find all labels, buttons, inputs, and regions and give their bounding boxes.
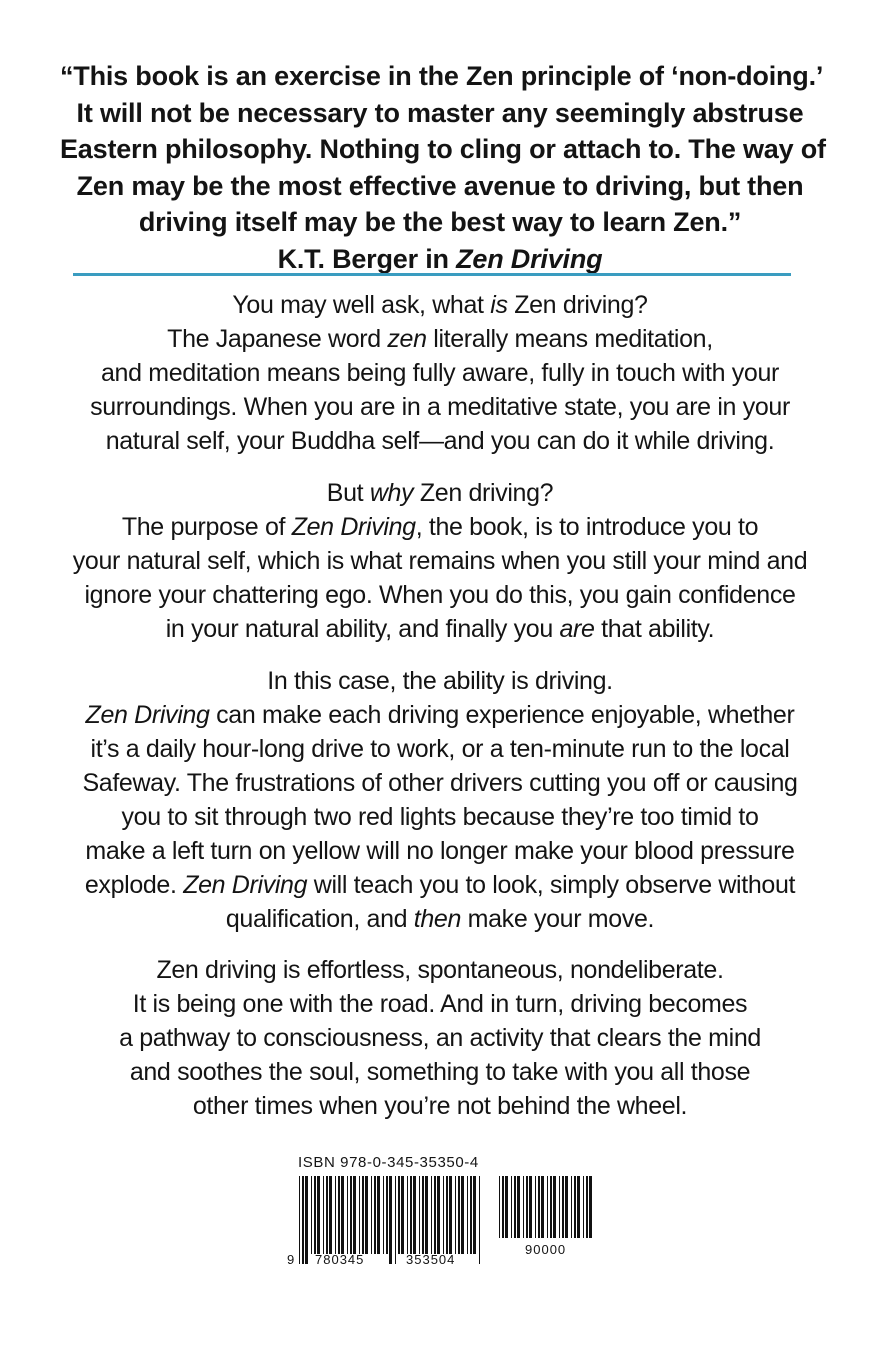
attribution-author: K.T. Berger in <box>277 243 457 274</box>
barcode-bar <box>359 1176 360 1254</box>
barcode-bar <box>386 1176 388 1254</box>
barcode-bar <box>550 1176 552 1238</box>
paragraph-why-zen-driving <box>40 476 840 646</box>
barcode-bar <box>443 1176 444 1254</box>
barcode-bar <box>374 1176 376 1254</box>
paragraph-line <box>40 356 840 390</box>
divider-rule <box>73 273 791 276</box>
barcode-bar <box>455 1176 456 1254</box>
barcode-bar <box>431 1176 432 1254</box>
barcode-bar <box>467 1176 468 1254</box>
text-run: The purpose of <box>121 513 292 541</box>
paragraph-line <box>40 476 840 510</box>
barcode-bar <box>338 1176 340 1254</box>
text-run: Zen driving? <box>413 479 554 507</box>
barcode-bar <box>535 1176 536 1238</box>
paragraph-line <box>40 578 840 612</box>
text-run: you to sit through two red lights because they’re too timid to <box>121 803 759 831</box>
barcode-bar <box>502 1176 504 1238</box>
text-run: qualification, and <box>225 905 414 933</box>
italic-text: Zen Driving <box>85 701 210 729</box>
paragraph-line <box>40 424 840 458</box>
paragraph-what-is-zen-driving <box>40 288 840 458</box>
barcode-bar <box>565 1176 568 1238</box>
barcode-bar <box>371 1176 372 1254</box>
paragraph-line <box>40 800 840 834</box>
paragraph-line <box>40 612 840 646</box>
barcode-bar <box>538 1176 540 1238</box>
barcode-bar <box>329 1176 332 1254</box>
italic-text: Zen Driving <box>183 871 308 899</box>
barcode-bar <box>350 1176 352 1254</box>
barcode-left-digits: 780345 <box>315 1252 365 1267</box>
barcode-bar <box>317 1176 320 1254</box>
barcode-bar <box>413 1176 416 1254</box>
paragraph-ability-is-driving <box>40 664 840 936</box>
attribution-book-title: Zen Driving <box>456 243 603 274</box>
text-run: Safeway. The frustrations of other drivers cutting you off or causing <box>82 769 798 797</box>
text-run: But <box>326 479 370 507</box>
barcode-bar <box>547 1176 548 1238</box>
barcode-bar <box>389 1176 392 1264</box>
barcode-bar <box>562 1176 564 1238</box>
paragraph-line <box>40 1055 840 1089</box>
barcode-lead-digit: 9 <box>287 1252 296 1267</box>
quote-line: It will not be necessary to master any seemingly abstruse <box>76 97 804 128</box>
text-run: and meditation means being fully aware, fully in touch with your <box>101 359 779 387</box>
barcode-bar <box>305 1176 308 1264</box>
barcode-bar <box>461 1176 464 1254</box>
barcode-bar <box>514 1176 516 1238</box>
barcode-bar <box>449 1176 452 1254</box>
isbn-label: ISBN 978-0-345-35350-4 <box>298 1154 479 1171</box>
barcode-bar <box>479 1176 480 1264</box>
text-run: can make each driving experience enjoyable, whether <box>209 701 795 729</box>
paragraph-line <box>40 510 840 544</box>
barcode-addon-digits: 90000 <box>525 1242 567 1257</box>
barcode-bar <box>410 1176 412 1254</box>
text-run: Zen driving? <box>507 291 648 319</box>
paragraph-line <box>40 698 840 732</box>
text-run: in your natural ability, and finally you <box>165 615 560 643</box>
barcode-bar <box>589 1176 592 1238</box>
paragraph-line <box>40 987 840 1021</box>
italic-text: is <box>490 291 508 319</box>
barcode-bar <box>341 1176 344 1254</box>
back-cover-quote <box>60 58 826 277</box>
paragraph-line <box>40 664 840 698</box>
text-run: The Japanese word <box>167 325 388 353</box>
paragraph-line <box>40 544 840 578</box>
barcode-bar <box>395 1176 396 1264</box>
barcode-bar <box>353 1176 356 1254</box>
quote-line: driving itself may be the best way to learn Zen.” <box>138 207 742 237</box>
paragraph-line <box>40 288 840 322</box>
paragraph-line <box>40 322 840 356</box>
barcode-bar <box>365 1176 368 1254</box>
barcode-bar <box>499 1176 500 1238</box>
paragraph-effortless <box>40 953 840 1123</box>
barcode-bar <box>398 1176 400 1254</box>
barcode-bar <box>335 1176 336 1254</box>
barcode-right-digits: 353504 <box>406 1252 456 1267</box>
barcode-bar <box>470 1176 472 1254</box>
barcode-bar <box>383 1176 384 1254</box>
text-run: Zen driving is effortless, spontaneous, nondeliberate. <box>156 956 724 984</box>
text-run: explode. <box>84 871 184 899</box>
quote-line: Eastern philosophy. Nothing to cling or attach to. The way of <box>60 134 826 164</box>
text-run: it’s a daily hour-long drive to work, or a ten-minute run to the local <box>90 735 790 763</box>
barcode-bar <box>574 1176 576 1238</box>
text-run: literally means meditation, <box>426 325 713 353</box>
text-run: make a left turn on yellow will no longer make your blood pressure <box>85 837 795 865</box>
paragraph-line <box>40 390 840 424</box>
barcode-bar <box>559 1176 560 1238</box>
text-run: ignore your chattering ego. When you do this, you gain confidence <box>84 581 796 609</box>
barcode-bar <box>425 1176 428 1254</box>
text-run: will teach you to look, simply observe without <box>307 871 796 899</box>
text-run: your natural self, which is what remains when you still your mind and <box>72 547 808 575</box>
barcode-bar <box>541 1176 544 1238</box>
barcode-bar <box>523 1176 524 1238</box>
barcode-bar <box>517 1176 520 1238</box>
barcode-bar <box>299 1176 300 1264</box>
text-run: In this case, the ability is driving. <box>267 667 613 695</box>
paragraph-line <box>40 953 840 987</box>
barcode-bar <box>437 1176 440 1254</box>
quote-attribution <box>60 241 820 278</box>
paragraph-line <box>40 868 840 902</box>
paragraph-line <box>40 1089 840 1123</box>
text-run: a pathway to consciousness, an activity that clears the mind <box>119 1024 761 1052</box>
italic-text: then <box>413 905 462 933</box>
text-run: You may well ask, what <box>232 291 491 319</box>
barcode-bar <box>311 1176 312 1254</box>
barcode-bar <box>553 1176 556 1238</box>
text-run: and soothes the soul, something to take with you all those <box>129 1058 751 1086</box>
italic-text: Zen Driving <box>291 513 416 541</box>
barcode-bar <box>347 1176 348 1254</box>
barcode-bar <box>446 1176 448 1254</box>
isbn-barcode <box>285 1152 605 1292</box>
barcode-bar <box>434 1176 436 1254</box>
text-run: surroundings. When you are in a meditative state, you are in your <box>90 393 790 421</box>
italic-text: why <box>369 479 414 507</box>
italic-text: are <box>559 615 595 643</box>
barcode-bar <box>419 1176 420 1254</box>
paragraph-line <box>40 1021 840 1055</box>
barcode-bar <box>401 1176 404 1254</box>
barcode-bar <box>511 1176 512 1238</box>
text-run: , the book, is to introduce you to <box>415 513 759 541</box>
italic-text: zen <box>387 325 427 353</box>
barcode-bar <box>362 1176 364 1254</box>
barcode-bar <box>586 1176 588 1238</box>
paragraph-line <box>40 766 840 800</box>
quote-line: Zen may be the most effective avenue to driving, but then <box>76 170 804 201</box>
paragraph-line <box>40 902 840 936</box>
text-run: make your move. <box>461 905 655 933</box>
barcode-bar <box>571 1176 572 1238</box>
barcode-bar <box>458 1176 460 1254</box>
quote-line: “This book is an exercise in the Zen principle of ‘non-doing.’ <box>60 61 824 91</box>
barcode-bar <box>583 1176 584 1238</box>
barcode-bar <box>577 1176 580 1238</box>
text-run: It is being one with the road. And in turn, driving becomes <box>132 990 748 1018</box>
barcode-bar <box>529 1176 532 1238</box>
paragraph-line <box>40 732 840 766</box>
paragraph-line <box>40 834 840 868</box>
barcode-bar <box>377 1176 380 1254</box>
barcode-bar <box>407 1176 408 1254</box>
barcode-bar <box>422 1176 424 1254</box>
barcode-bar <box>473 1176 476 1254</box>
text-run: natural self, your Buddha self—and you can do it while driving. <box>105 427 775 455</box>
barcode-bar <box>505 1176 508 1238</box>
barcode-bar <box>314 1176 316 1254</box>
barcode-bar <box>323 1176 324 1254</box>
text-run: that ability. <box>594 615 715 643</box>
barcode-bar <box>302 1176 304 1264</box>
barcode-bar <box>526 1176 528 1238</box>
barcode-bar <box>326 1176 328 1254</box>
text-run: other times when you’re not behind the wheel. <box>192 1092 688 1120</box>
